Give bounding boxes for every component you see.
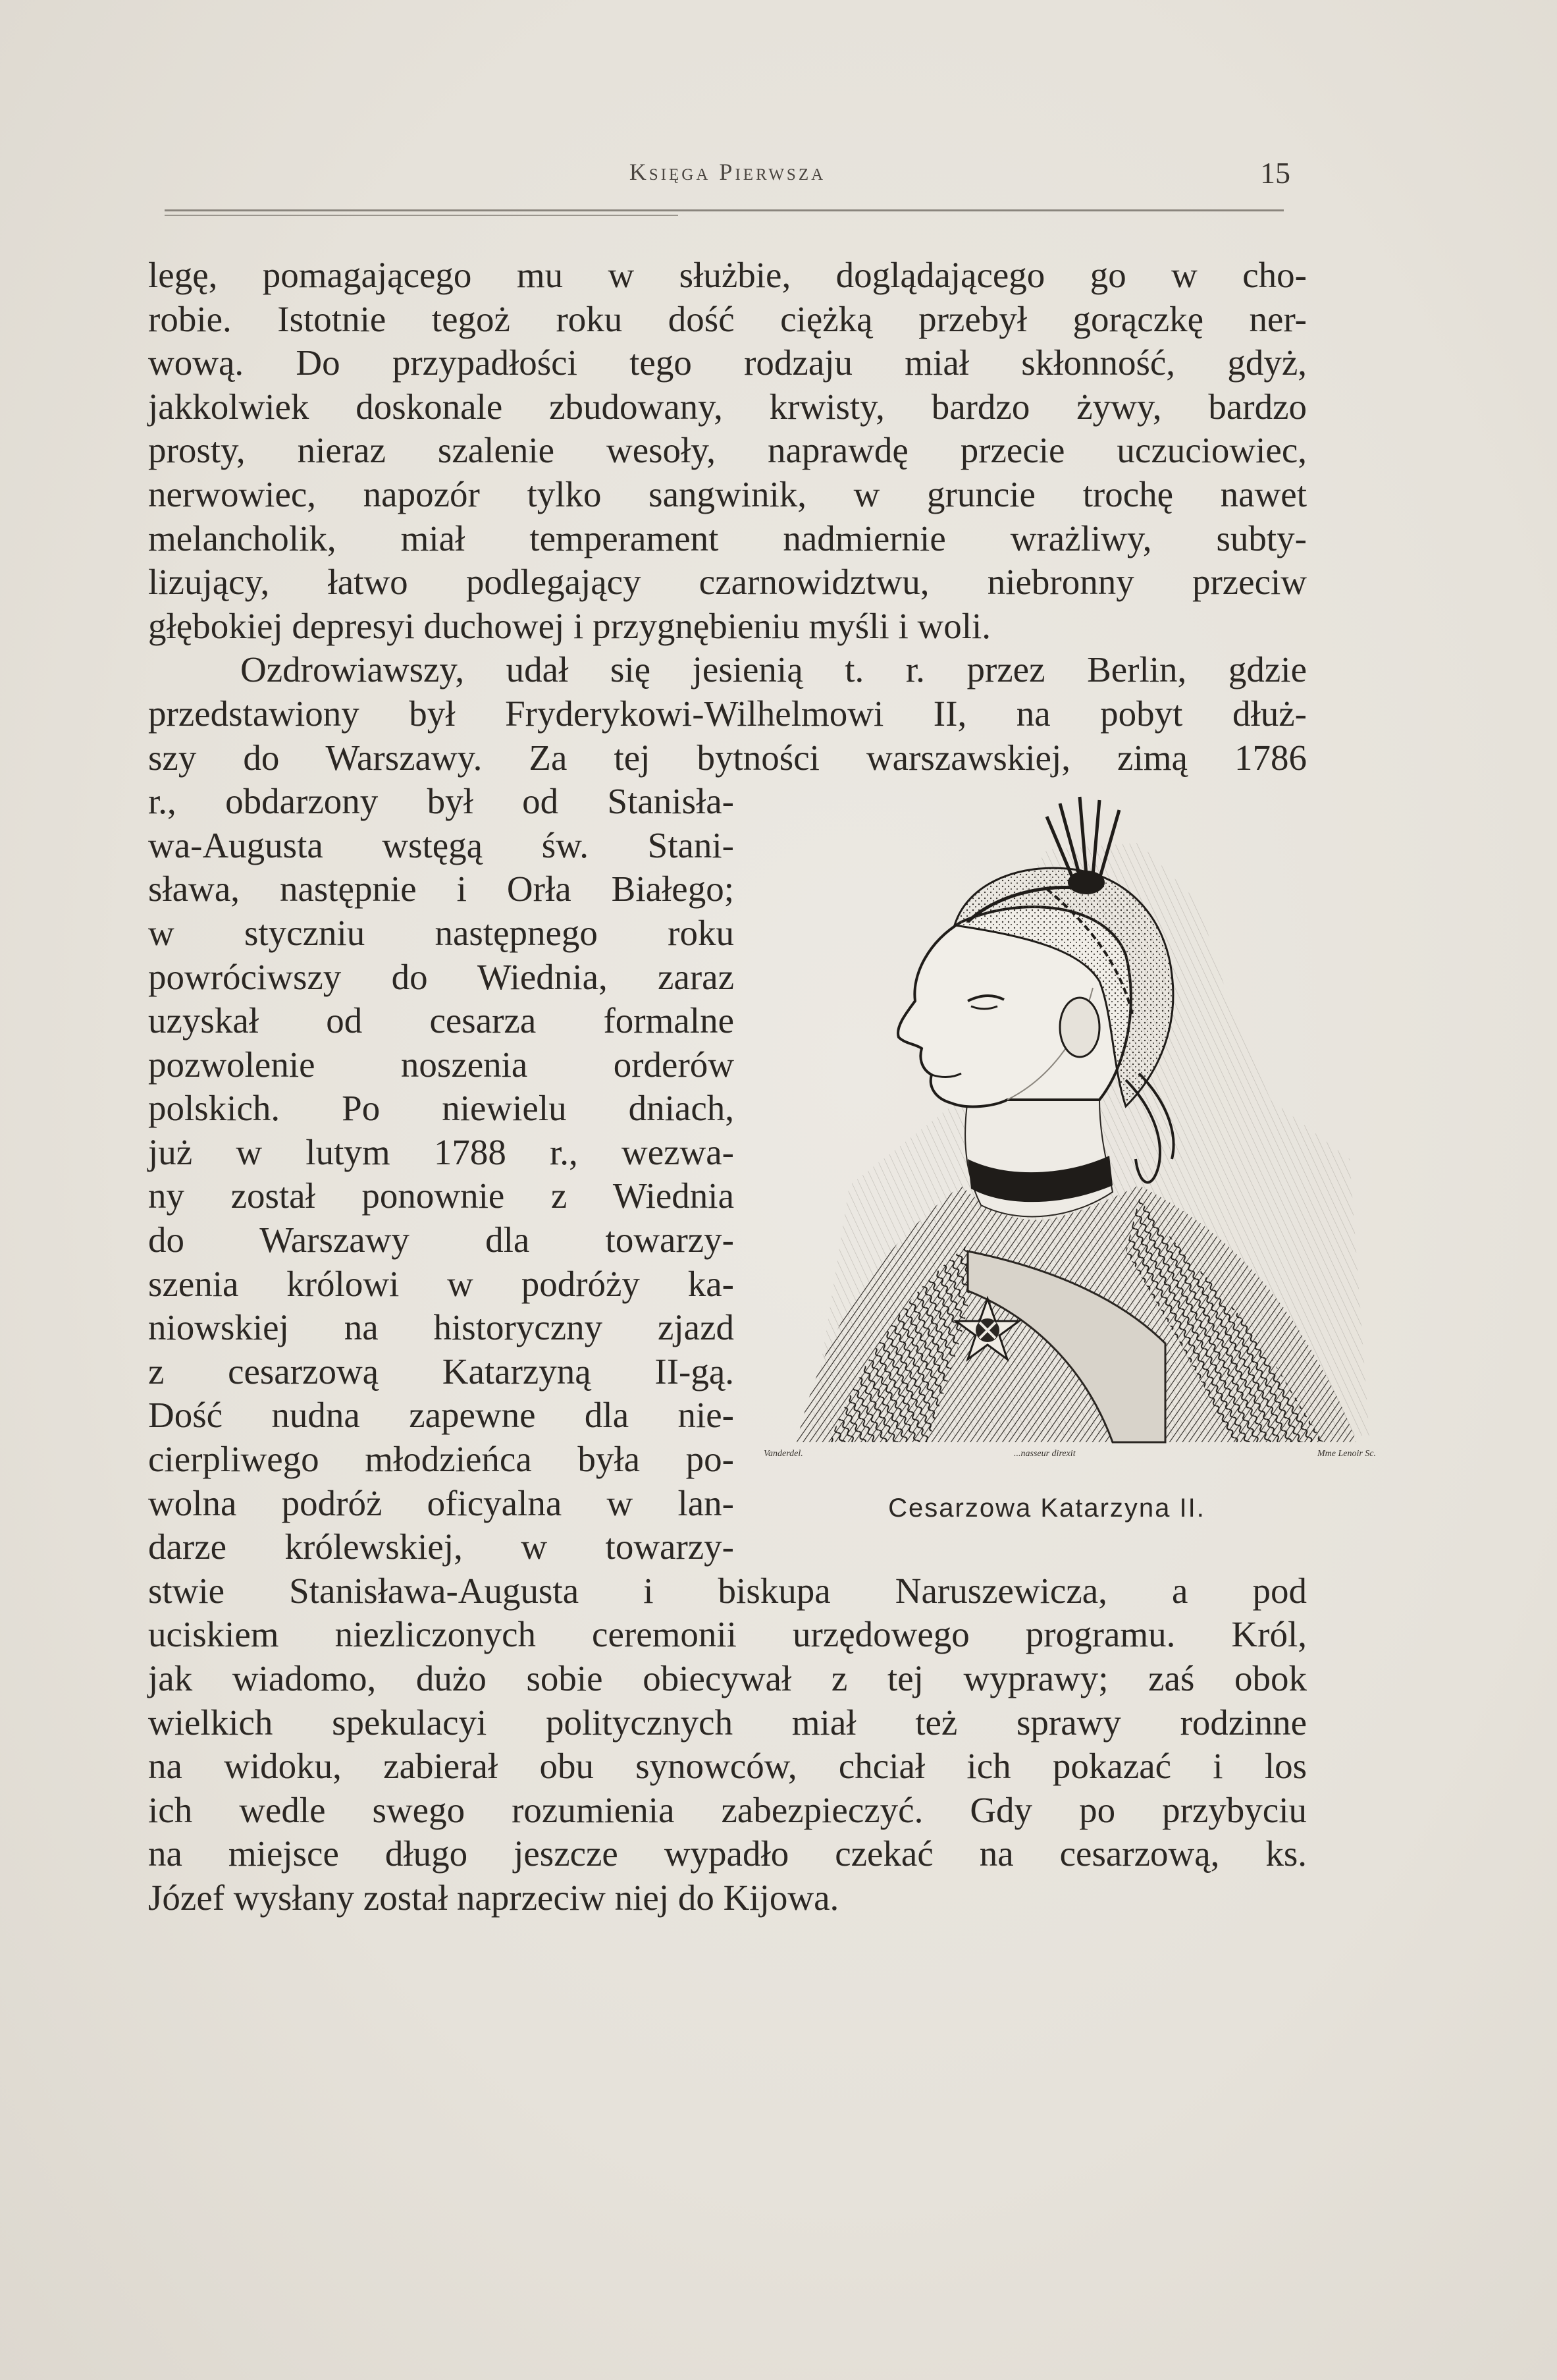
text-line: jakkolwiek doskonale zbudowany, krwisty, bardzo żywy, bardzo [148, 386, 1307, 427]
text-line: darze królewskiej, w towarzy- [148, 1527, 734, 1567]
text-line: ny został ponownie z Wiednia [148, 1176, 734, 1216]
text-line: lizujący, łatwo podlegający czarnowidztwu, niebronny przeciw [148, 562, 1307, 603]
page-number: 15 [1260, 156, 1290, 190]
text-line: z cesarzową Katarzyną II-gą. [148, 1351, 734, 1392]
text-line: głębokiej depresyi duchowej i przygnębieniu myśli i woli. [148, 605, 991, 646]
text-line: Ozdrowiawszy, udał się jesienią t. r. przez Berlin, gdzie [240, 649, 1307, 690]
text-line: ich wedle swego rozumienia zabezpieczyć. Gdy po przybyciu [148, 1789, 1307, 1830]
text-line: sława, następnie i Orła Białego; [148, 869, 734, 909]
text-line: prosty, nieraz szalenie wesoły, naprawdę przecie uczuciowiec, [148, 430, 1307, 471]
text-line: powróciwszy do Wiednia, zaraz [148, 956, 734, 997]
text-line: niowskiej na historyczny zjazd [148, 1307, 734, 1348]
portrait-engraving [770, 790, 1376, 1449]
text-line: w styczniu następnego roku [148, 912, 734, 953]
engraving-credits [764, 1449, 1376, 1469]
text-line: wa-Augusta wstęgą św. Stani- [148, 825, 734, 865]
text-line: wolna podróż oficyalna w lan- [148, 1482, 734, 1523]
text-line: wową. Do przypadłości tego rodzaju miał skłonność, gdyż, [148, 342, 1307, 383]
text-line: legę, pomagającego mu w służbie, doglądającego go w cho- [148, 255, 1307, 295]
text-line: melancholik, miał temperament nadmiernie wrażliwy, subty- [148, 518, 1307, 558]
text-line: do Warszawy dla towarzy- [148, 1220, 734, 1260]
text-line: r., obdarzony był od Stanisła- [148, 781, 734, 822]
text-line: przedstawiony był Fryderykowi-Wilhelmowi II, na pobyt dłuż- [148, 693, 1307, 734]
credit-director: ...nasseur direxit [1014, 1449, 1076, 1459]
running-head [165, 158, 1290, 198]
text-line: nerwowiec, napozór tylko sangwinik, w gruncie trochę nawet [148, 473, 1307, 514]
running-title: Księga Pierwsza [629, 159, 826, 185]
text-line: uzyskał od cesarza formalne [148, 1000, 734, 1041]
text-line: polskich. Po niewielu dniach, [148, 1088, 734, 1129]
header-rule [165, 209, 1284, 211]
credit-drawer: Vanderdel. [764, 1449, 803, 1459]
figure-caption: Cesarzowa Katarzyna II. [888, 1494, 1205, 1523]
portrait-figure [764, 790, 1376, 1475]
text-line: na widoku, zabierał obu synowców, chciał ich pokazać i los [148, 1746, 1307, 1787]
text-line: jak wiadomo, dużo sobie obiecywał z tej wyprawy; zaś obok [148, 1658, 1307, 1698]
text-line: cierpliwego młodzieńca była po- [148, 1439, 734, 1480]
text-line: wielkich spekulacyi politycznych miał też sprawy rodzinne [148, 1702, 1307, 1743]
text-line: już w lutym 1788 r., wezwa- [148, 1131, 734, 1172]
text-line: szy do Warszawy. Za tej bytności warszawskiej, zimą 1786 [148, 737, 1307, 778]
text-line: Józef wysłany został naprzeciw niej do Kijowa. [148, 1877, 839, 1918]
text-line: na miejsce długo jeszcze wypadło czekać na cesarzową, ks. [148, 1833, 1307, 1874]
header-rule-thin [165, 215, 678, 216]
credit-engraver: Mme Lenoir Sc. [1317, 1449, 1376, 1459]
text-line: robie. Istotnie tegoż roku dość ciężką przebył gorączkę ner- [148, 298, 1307, 339]
text-line: pozwolenie noszenia orderów [148, 1044, 734, 1085]
text-line: Dość nudna zapewne dla nie- [148, 1395, 734, 1436]
text-line: szenia królowi w podróży ka- [148, 1263, 734, 1304]
text-line: uciskiem niezliczonych ceremonii urzędowego programu. Król, [148, 1614, 1307, 1655]
text-line: stwie Stanisława-Augusta i biskupa Naruszewicza, a pod [148, 1570, 1307, 1611]
